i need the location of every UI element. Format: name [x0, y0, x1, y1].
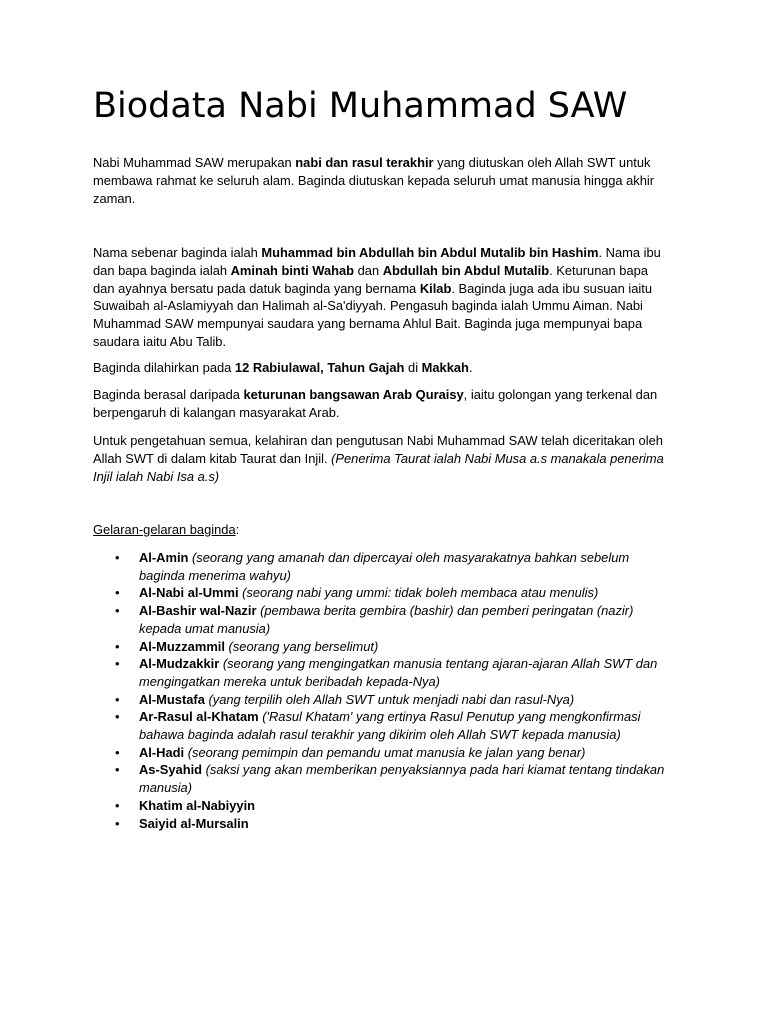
title-name: Al-Nabi al-Ummi — [139, 585, 239, 601]
name-text-1: Nama sebenar baginda ialah — [93, 245, 262, 260]
title-description: (seorang yang berselimut) — [224, 638, 379, 654]
list-item — [93, 761, 673, 796]
name-text-4: . Keturunan bapa dan ayahnya bersatu pada datuk baginda yang bernama — [93, 262, 648, 296]
title-description: (seorang nabi yang ummi: tidak boleh membaca atau menulis) — [238, 585, 599, 601]
birth-paragraph — [93, 359, 673, 377]
intro-paragraph — [93, 154, 673, 207]
list-item — [93, 691, 673, 709]
list-item — [93, 797, 673, 815]
title-name: Al-Muzzammil — [139, 638, 225, 654]
titles-heading — [93, 521, 673, 539]
list-item — [93, 549, 673, 584]
scripture-paragraph — [93, 432, 673, 485]
bullet-icon: • — [115, 709, 120, 725]
bullet-icon: • — [115, 656, 120, 672]
intro-text-2: yang diutuskan oleh Allah SWT untuk membawa rahmat ke seluruh alam. Baginda diutuskan kepada seluruh umat manusia hingga akhir zaman. — [93, 155, 655, 206]
title-description: (seorang yang amanah dan dipercayai oleh masyarakatnya bahkan sebelum baginda menerima wahyu) — [139, 550, 630, 583]
bullet-icon: • — [115, 638, 120, 654]
title-description: (yang terpilih oleh Allah SWT untuk menjadi nabi dan rasul-Nya) — [204, 691, 575, 707]
bullet-icon: • — [115, 550, 120, 565]
birth-text-2: di — [404, 360, 422, 375]
name-bold-4: Kilab — [419, 280, 452, 296]
scripture-text-1: Untuk pengetahuan semua, kelahiran dan pengutusan Nabi Muhammad SAW telah diceritakan oleh Allah SWT di dalam kitab Taurat dan Injil. — [93, 433, 663, 466]
origin-text-2: , iaitu golongan yang terkenal dan berpengaruh di kalangan masyarakat Arab. — [93, 387, 658, 420]
title-name: Al-Mudzakkir — [139, 656, 220, 672]
bullet-icon: • — [115, 815, 120, 831]
origin-paragraph — [93, 386, 673, 422]
name-text-5: . Baginda juga ada ibu susuan iaitu Suwaibah al-Aslamiyyah dan Halimah al-Sa'diyyah. Pengasuh baginda ialah Ummu Aiman. Nabi Muhammad SAW mempunyai saudara yang bernama Ahlul Bait. Baginda juga mempunyai bapa saudara iaitu Abu Talib. — [93, 280, 653, 349]
bullet-icon: • — [115, 691, 120, 707]
list-item — [93, 638, 673, 656]
list-item — [93, 744, 673, 762]
titles-heading-colon: : — [235, 522, 240, 537]
list-item — [93, 602, 673, 637]
list-item — [93, 815, 673, 833]
intro-text-1: Nabi Muhammad SAW merupakan — [93, 155, 296, 170]
bullet-icon: • — [115, 744, 120, 760]
bullet-icon: • — [115, 585, 120, 601]
origin-text-1: Baginda berasal daripada — [93, 387, 244, 402]
name-bold-3: Abdullah bin Abdul Mutalib — [382, 262, 550, 278]
birth-text-1: Baginda dilahirkan pada — [93, 360, 235, 375]
title-name: Ar-Rasul al-Khatam — [139, 709, 259, 725]
list-item — [93, 655, 673, 690]
name-bold-2: Aminah binti Wahab — [230, 262, 355, 278]
title-name: Al-Mustafa — [139, 691, 205, 707]
titles-list — [93, 549, 673, 832]
titles-heading-label: Gelaran-gelaran baginda — [93, 522, 236, 537]
name-text-3: dan — [354, 262, 383, 278]
name-paragraph — [93, 244, 673, 351]
title-name: Al-Hadi — [139, 744, 185, 760]
list-item — [93, 708, 673, 743]
title-description: (seorang yang mengingatkan manusia tentang ajaran-ajaran Allah SWT dan mengingatkan mereka untuk beribadah kepada-Nya) — [139, 656, 658, 689]
bullet-icon: • — [115, 797, 120, 813]
title-description: (seorang pemimpin dan pemandu umat manusia ke jalan yang benar) — [184, 744, 586, 760]
document-title: Biodata Nabi Muhammad SAW — [93, 86, 628, 126]
bullet-icon: • — [115, 603, 120, 619]
origin-bold-1: keturunan bangsawan Arab Quraisy — [243, 387, 464, 402]
title-description: ('Rasul Khatam' yang ertinya Rasul Penutup yang mengkonfirmasi bahawa baginda adalah rasul terakhir yang dikirim oleh Allah SWT kepada manusia) — [139, 709, 641, 743]
title-name: Khatim al-Nabiyyin — [139, 797, 256, 813]
birth-bold-2: Makkah — [421, 360, 469, 375]
title-name: Saiyid al-Mursalin — [139, 815, 249, 831]
title-name: Al-Amin — [139, 550, 189, 565]
name-text-2: . Nama ibu dan bapa baginda ialah — [93, 245, 661, 278]
birth-bold-1: 12 Rabiulawal, Tahun Gajah — [234, 360, 405, 375]
scripture-italic-1: (Penerima Taurat ialah Nabi Musa a.s manakala penerima Injil ialah Nabi Isa a.s) — [93, 450, 664, 484]
birth-text-3: . — [468, 360, 473, 375]
bullet-icon: • — [115, 762, 120, 778]
name-bold-1: Muhammad bin Abdullah bin Abdul Mutalib bin Hashim — [261, 245, 599, 260]
title-name: As-Syahid — [139, 762, 203, 778]
title-description: (saksi yang akan memberikan penyaksiannya pada hari kiamat tentang tindakan manusia) — [139, 762, 665, 796]
title-description: (pembawa berita gembira (bashir) dan pemberi peringatan (nazir) kepada umat manusia) — [139, 603, 634, 636]
intro-bold-1: nabi dan rasul terakhir — [295, 155, 434, 170]
title-name: Al-Bashir wal-Nazir — [139, 603, 257, 619]
list-item — [93, 584, 673, 602]
